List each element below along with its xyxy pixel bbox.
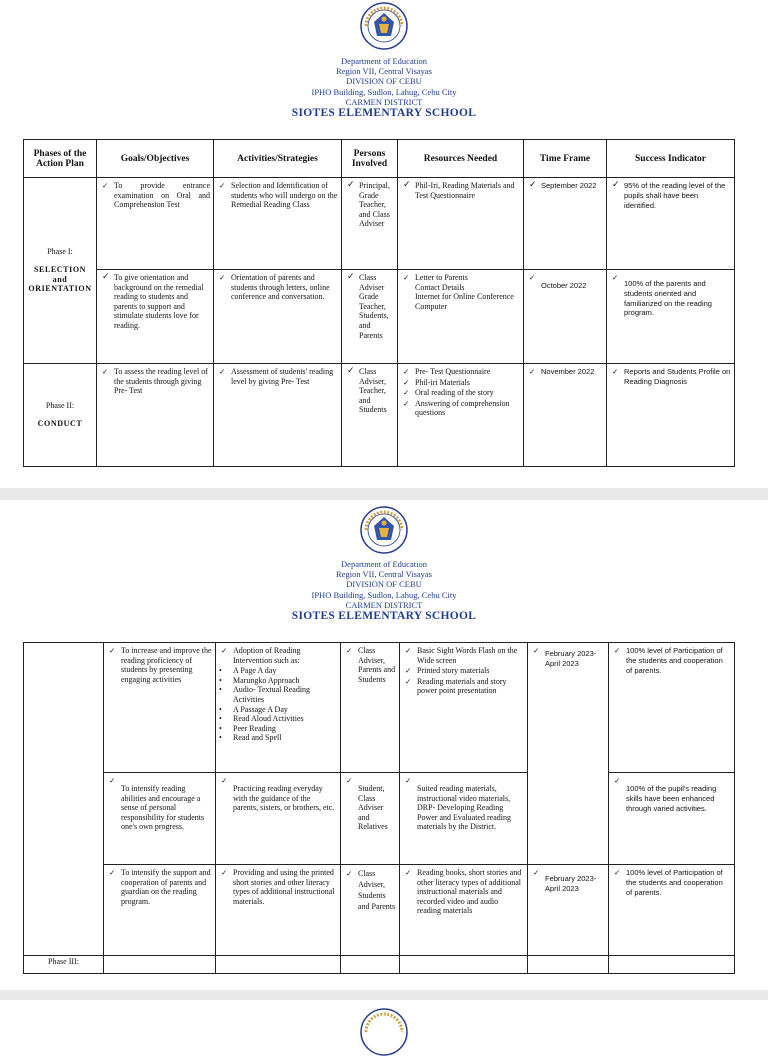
header-persons: Persons Involved	[342, 140, 398, 178]
activity-cell	[214, 364, 342, 467]
goal-cell	[97, 364, 214, 467]
resource-internet: Internet for Online Conference Computer	[415, 292, 514, 311]
success-text: ✓ 100% of the parents and students oriented and familiarized on the reading program.	[610, 273, 731, 318]
empty-cell	[104, 956, 216, 974]
time-text: ✓ November 2022	[527, 367, 603, 377]
table-row	[24, 865, 735, 956]
header-resources: Resources Needed	[398, 140, 524, 178]
letterhead	[0, 559, 768, 621]
action-plan-table-page1	[23, 139, 735, 467]
success-cell	[609, 643, 735, 773]
resources-text: ✓ Reading books, short stories and other literacy types of additional instructional materials and recorded video and audio reading materials	[403, 868, 524, 916]
time-cell	[528, 865, 609, 956]
activity-cell	[214, 270, 342, 364]
empty-cell	[400, 956, 528, 974]
success-cell	[607, 178, 735, 270]
success-text: ✓ 100% of the pupil's reading skills have been enhanced through varied activities.	[612, 776, 731, 813]
resources-text: ✓ Suited reading materials, instructional video materials, DRP- Developing Reading Power and Evaluated reading materials by the District.	[403, 776, 524, 832]
activity-cell	[214, 178, 342, 270]
goal-cell	[97, 178, 214, 270]
resource-item: ✓ Pre- Test Questionnaire	[401, 367, 520, 377]
school-name: SIOTES ELEMENTARY SCHOOL	[291, 107, 477, 120]
persons-text: ✓ Class Adviser Grade Teacher, Students, and Parents	[345, 273, 394, 340]
empty-cell	[341, 956, 400, 974]
resources-cell	[398, 364, 524, 467]
persons-cell	[341, 643, 400, 773]
document-page-3	[0, 1000, 768, 1024]
resource-contact: Contact Details	[415, 282, 465, 292]
time-cell	[524, 364, 607, 467]
header-success: Success Indicator	[607, 140, 735, 178]
table-row	[24, 178, 735, 270]
resource-item: ✓ Oral reading of the story	[401, 388, 520, 398]
activity-item: • Read and Spell	[219, 733, 337, 743]
resources-cell	[400, 643, 528, 773]
activity-item: • A Page A day	[219, 666, 337, 676]
activity-intro: ✓ Adoption of Reading Intervention such as:	[219, 646, 337, 665]
goal-text: ✓ To provide entrance examination on Oral and Comprehension Test	[100, 181, 210, 210]
success-text: ✓ 100% level of Participation of the students and cooperation of parents.	[612, 646, 731, 675]
activity-text: ✓ Selection and Identification of students who will undergo on the Remedial Reading Class	[217, 181, 338, 210]
letterhead-division: DIVISION OF CEBU	[346, 76, 422, 87]
letterhead-region: Region VII, Central Visayas	[336, 66, 432, 77]
activity-text: ✓ Orientation of parents and students through letters, online conference and conversation.	[217, 273, 338, 302]
school-name: SIOTES ELEMENTARY SCHOOL	[291, 610, 477, 623]
letterhead	[0, 56, 768, 118]
header-time-frame: Time Frame	[524, 140, 607, 178]
goal-text: ✓ To give orientation and background on the remedial reading to students and parents to support and stimulate students love for reading.	[100, 273, 210, 331]
letterhead-department: Department of Education	[341, 559, 427, 569]
header-activities: Activities/Strategies	[214, 140, 342, 178]
page-separator	[0, 990, 768, 1000]
resources-text: ✓ Phil-Iri, Reading Materials and Test Questionnaire	[401, 181, 520, 200]
goal-cell	[104, 865, 216, 956]
goal-text: ✓ To intensify reading abilities and encourage a sense of personal responsibility for students one's own progress.	[107, 776, 212, 832]
phase-1-label: Phase I:	[47, 247, 73, 257]
phase-3-cell	[24, 956, 104, 974]
time-text: ✓ February 2023- April 2023	[531, 646, 605, 669]
goal-cell	[104, 643, 216, 773]
activity-item: • Read Aloud Activities	[219, 714, 337, 724]
persons-cell	[341, 865, 400, 956]
deped-seal-logo	[360, 1008, 408, 1056]
persons-text: ✓ Student, Class Adviser and Relatives	[344, 776, 396, 832]
success-cell	[609, 773, 735, 865]
table-row	[24, 364, 735, 467]
table-row	[24, 643, 735, 773]
time-cell	[524, 178, 607, 270]
phase-cell-empty	[24, 643, 104, 956]
activity-item: • A Passage A Day	[219, 705, 337, 715]
success-text: ✓ Reports and Students Profile on Reading Diagnosis	[610, 367, 731, 387]
persons-cell	[342, 178, 398, 270]
table-row	[24, 270, 735, 364]
table-row	[24, 773, 735, 865]
empty-cell	[609, 956, 735, 974]
letterhead-division: DIVISION OF CEBU	[346, 579, 422, 590]
letterhead-region: Region VII, Central Visayas	[336, 569, 432, 580]
persons-text: ✓ Class Adviser, Teacher, and Students	[345, 367, 394, 415]
table-row	[24, 956, 735, 974]
time-cell	[524, 270, 607, 364]
activity-text: ✓ Practicing reading everyday with the guidance of the parents, sisters, or brothers, etc.	[219, 776, 337, 813]
letterhead-district: CARMEN DISTRICT	[345, 96, 423, 107]
goal-cell	[104, 773, 216, 865]
activity-cell	[216, 865, 341, 956]
success-cell	[607, 364, 735, 467]
goal-text: ✓ To increase and improve the reading proficiency of students by presenting engaging activities	[107, 646, 212, 684]
phase-1-name: SELECTION and ORIENTATION	[28, 264, 92, 294]
deped-seal-logo	[360, 506, 408, 554]
resources-text	[401, 273, 520, 311]
activity-item: • Audio- Textual Reading Activities	[219, 685, 337, 704]
time-text: ✓ September 2022	[527, 181, 603, 191]
persons-text: ✓ Class Adviser, Students and Parents	[344, 868, 396, 912]
resources-cell	[398, 270, 524, 364]
phase-2-name: CONDUCT	[37, 419, 83, 428]
persons-text: ✓ Class Adviser, Parents and Students	[344, 646, 396, 684]
activity-text: ✓ Assessment of students' reading level by giving Pre- Test	[217, 367, 338, 386]
success-cell	[607, 270, 735, 364]
phase-1-cell	[24, 178, 97, 364]
goal-text: ✓ To intensify the support and cooperation of parents and guardian on the reading program.	[107, 868, 212, 906]
document-page-2	[0, 500, 768, 990]
phase-2-label: Phase II:	[45, 401, 75, 411]
resource-item: ✓ Phil-iri Materials	[401, 378, 520, 388]
resource-item: ✓ Answering of comprehension questions	[401, 399, 520, 418]
activity-item: • Peer Reading	[219, 724, 337, 734]
success-text: ✓ 100% level of Participation of the students and cooperation of parents.	[612, 868, 731, 897]
resource-item: ✓ Reading materials and story power point presentation	[403, 677, 524, 696]
resources-cell	[400, 773, 528, 865]
letterhead-address: IPHO Building, Sudlon, Lahug, Cebu City	[311, 86, 457, 97]
page-separator	[0, 488, 768, 500]
time-cell	[528, 643, 609, 865]
resources-cell	[400, 865, 528, 956]
goal-text: ✓ To assess the reading level of the students through giving Pre- Test	[100, 367, 210, 396]
persons-text: ✓ Principal, Grade Teacher, and Class Adviser	[345, 181, 394, 229]
document-page-1	[0, 0, 768, 490]
persons-cell	[342, 364, 398, 467]
activity-text: ✓ Providing and using the printed short stories and other literacy types of additional instructional materials.	[219, 868, 337, 906]
success-cell	[609, 865, 735, 956]
activity-cell	[216, 643, 341, 773]
time-text: ✓ February 2023- April 2023	[531, 868, 605, 894]
resources-cell	[398, 178, 524, 270]
activity-item: • Marungko Approach	[219, 676, 337, 686]
action-plan-table-page2	[23, 642, 735, 974]
success-text: ✓ 95% of the reading level of the pupils shall have been identified.	[610, 181, 731, 210]
resource-item: ✓ Basic Sight Words Flash on the Wide screen	[403, 646, 524, 665]
phase-3-label: Phase III:	[48, 957, 79, 966]
empty-cell	[528, 956, 609, 974]
letterhead-address: IPHO Building, Sudlon, Lahug, Cebu City	[311, 589, 457, 600]
letterhead-district: CARMEN DISTRICT	[345, 599, 423, 610]
goal-cell	[97, 270, 214, 364]
time-text: ✓ October 2022	[527, 273, 603, 291]
table-header-row	[24, 140, 735, 178]
activity-cell	[216, 773, 341, 865]
resource-item: ✓ Printed story materials	[403, 666, 524, 676]
header-phases: Phases of the Action Plan	[24, 140, 97, 178]
empty-cell	[216, 956, 341, 974]
resource-letter: Letter to Parents	[415, 273, 468, 282]
persons-cell	[341, 773, 400, 865]
header-goals: Goals/Objectives	[97, 140, 214, 178]
phase-2-cell	[24, 364, 97, 467]
letterhead-department: Department of Education	[341, 56, 427, 66]
persons-cell	[342, 270, 398, 364]
deped-seal-logo	[360, 2, 408, 50]
